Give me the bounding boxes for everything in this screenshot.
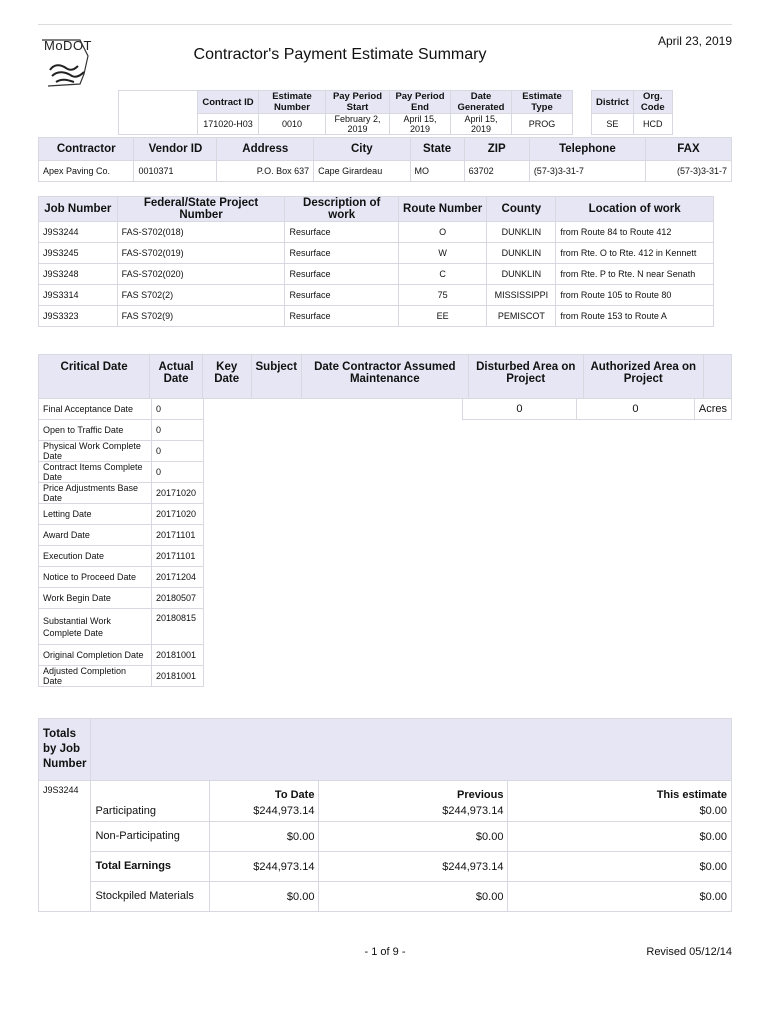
state-outline-icon <box>40 34 100 90</box>
contract-header: Date Generated <box>451 91 512 114</box>
estimate-number: 0010 <box>259 114 326 135</box>
location: from Route 105 to Route 80 <box>556 285 714 306</box>
critical-date-label: Award Date <box>39 525 152 546</box>
critical-date-label: Execution Date <box>39 546 152 567</box>
table-row <box>39 645 204 666</box>
table-row <box>39 546 204 567</box>
route-number: 75 <box>398 285 487 306</box>
vendor-id-header: Vendor ID <box>134 138 217 161</box>
estimate-type: PROG <box>512 114 573 135</box>
jobs-table <box>38 196 714 327</box>
state-header: State <box>410 138 464 161</box>
totals-table <box>38 718 732 912</box>
actual-date: 20171101 <box>152 525 204 546</box>
county: DUNKLIN <box>487 243 556 264</box>
location: from Route 84 to Route 412 <box>556 222 714 243</box>
critical-date-label: Physical Work Complete Date <box>39 441 152 462</box>
description: Resurface <box>285 222 398 243</box>
org-code: HCD <box>633 114 672 135</box>
critical-date-label: Notice to Proceed Date <box>39 567 152 588</box>
table-row <box>39 525 204 546</box>
table-row <box>39 609 204 645</box>
previous-value: $244,973.14 <box>319 852 508 882</box>
table-row <box>39 852 732 882</box>
pay-period-end: April 15, 2019 <box>390 114 451 135</box>
contract-header: Estimate Type <box>512 91 573 114</box>
actual-date: 20171020 <box>152 483 204 504</box>
table-row <box>39 399 204 420</box>
contract-id: 171020-H03 <box>198 114 259 135</box>
route-number: O <box>398 222 487 243</box>
fax: (57-3)3-31-7 <box>645 161 731 182</box>
actual-date-header: Actual Date <box>150 355 203 399</box>
address: P.O. Box 637 <box>217 161 314 182</box>
table-row <box>39 588 204 609</box>
zip-header: ZIP <box>464 138 529 161</box>
actual-date: 20180507 <box>152 588 204 609</box>
org-code-header: Org. Code <box>633 91 672 114</box>
logo-text: MoDOT <box>44 38 92 53</box>
to-date-value: $244,973.14 <box>210 852 319 882</box>
critical-date-label: Final Acceptance Date <box>39 399 152 420</box>
route-number: EE <box>398 306 487 327</box>
this-estimate-value: $0.00 <box>508 882 732 912</box>
critical-date-label: Letting Date <box>39 504 152 525</box>
telephone-header: Telephone <box>529 138 645 161</box>
contract-header: Pay Period End <box>390 91 451 114</box>
county: PEMISCOT <box>487 306 556 327</box>
critical-dates-table <box>38 398 204 687</box>
telephone: (57-3)3-31-7 <box>529 161 645 182</box>
project-number: FAS-S702(018) <box>117 222 285 243</box>
table-row <box>39 462 204 483</box>
job-number: J9S3323 <box>39 306 118 327</box>
county: DUNKLIN <box>487 264 556 285</box>
table-row <box>39 822 732 852</box>
location: from Rte. P to Rte. N near Senath <box>556 264 714 285</box>
project-number: FAS-S702(019) <box>117 243 285 264</box>
table-row <box>39 306 714 327</box>
description-header: Description of work <box>285 197 398 222</box>
modot-logo <box>40 34 100 90</box>
this-estimate-value: $0.00 <box>508 822 732 852</box>
totals-row-label: Non-Participating <box>91 822 210 852</box>
table-row <box>39 801 732 822</box>
date-generated: April 15, 2019 <box>451 114 512 135</box>
table-row <box>39 264 714 285</box>
job-number: J9S3244 <box>39 222 118 243</box>
district: SE <box>592 114 634 135</box>
pay-period-start: February 2, 2019 <box>326 114 390 135</box>
city: Cape Girardeau <box>314 161 410 182</box>
previous-value: $0.00 <box>319 822 508 852</box>
fax-header: FAX <box>645 138 731 161</box>
critical-date-label: Contract Items Complete Date <box>39 462 152 483</box>
this-estimate-header: This estimate <box>508 781 732 802</box>
district-header: District <box>592 91 634 114</box>
location-header: Location of work <box>556 197 714 222</box>
authorized-area-header: Authorized Area on Project <box>583 355 703 399</box>
contract-header: Estimate Number <box>259 91 326 114</box>
critical-date-label: Open to Traffic Date <box>39 420 152 441</box>
description: Resurface <box>285 264 398 285</box>
actual-date: 20180815 <box>152 609 204 645</box>
key-date-header: Key Date <box>202 355 251 399</box>
this-estimate-value: $0.00 <box>508 801 732 822</box>
critical-date-header: Critical Date <box>39 355 150 399</box>
area-table <box>462 398 732 420</box>
table-row <box>39 504 204 525</box>
project-number-header: Federal/State Project Number <box>117 197 285 222</box>
table-row <box>39 441 204 462</box>
critical-header-table <box>38 354 732 399</box>
page-number: - 1 of 9 - <box>364 946 406 958</box>
totals-job-number: J9S3244 <box>39 781 91 912</box>
to-date-value: $244,973.14 <box>210 801 319 822</box>
table-row <box>39 285 714 306</box>
route-header: Route Number <box>398 197 487 222</box>
contract-info-table <box>118 90 673 135</box>
authorized-area: 0 <box>576 399 694 420</box>
totals-row-label: Stockpiled Materials <box>91 882 210 912</box>
project-number: FAS S702(9) <box>117 306 285 327</box>
contractor-name: Apex Paving Co. <box>39 161 134 182</box>
county-header: County <box>487 197 556 222</box>
actual-date: 20171020 <box>152 504 204 525</box>
job-number: J9S3245 <box>39 243 118 264</box>
job-number: J9S3314 <box>39 285 118 306</box>
contract-header: Pay Period Start <box>326 91 390 114</box>
table-row <box>39 222 714 243</box>
to-date-header: To Date <box>210 781 319 802</box>
table-row <box>39 243 714 264</box>
job-number-header: Job Number <box>39 197 118 222</box>
zip: 63702 <box>464 161 529 182</box>
area-unit: Acres <box>694 399 731 420</box>
table-row <box>39 567 204 588</box>
maintenance-header: Date Contractor Assumed Maintenance <box>302 355 468 399</box>
subject-header: Subject <box>251 355 302 399</box>
critical-date-label: Original Completion Date <box>39 645 152 666</box>
county: MISSISSIPPI <box>487 285 556 306</box>
table-row <box>39 483 204 504</box>
critical-date-label: Adjusted Completion Date <box>39 666 152 687</box>
previous-header: Previous <box>319 781 508 802</box>
actual-date: 20181001 <box>152 666 204 687</box>
critical-date-label: Work Begin Date <box>39 588 152 609</box>
description: Resurface <box>285 306 398 327</box>
county: DUNKLIN <box>487 222 556 243</box>
description: Resurface <box>285 243 398 264</box>
actual-date: 20171204 <box>152 567 204 588</box>
previous-value: $0.00 <box>319 882 508 912</box>
route-number: W <box>398 243 487 264</box>
top-divider <box>38 24 732 25</box>
disturbed-area-header: Disturbed Area on Project <box>468 355 583 399</box>
city-header: City <box>314 138 410 161</box>
to-date-value: $0.00 <box>210 882 319 912</box>
contractor-table <box>38 137 732 182</box>
to-date-value: $0.00 <box>210 822 319 852</box>
contract-header: Contract ID <box>198 91 259 114</box>
disturbed-area: 0 <box>463 399 577 420</box>
location: from Route 153 to Route A <box>556 306 714 327</box>
vendor-id: 0010371 <box>134 161 217 182</box>
actual-date: 0 <box>152 399 204 420</box>
this-estimate-value: $0.00 <box>508 852 732 882</box>
actual-date: 0 <box>152 420 204 441</box>
project-number: FAS S702(2) <box>117 285 285 306</box>
totals-header: Totals by Job Number <box>39 719 91 781</box>
actual-date: 0 <box>152 462 204 483</box>
page-title: Contractor's Payment Estimate Summary <box>193 46 487 63</box>
totals-row-label: Participating <box>91 801 210 822</box>
table-row <box>39 882 732 912</box>
revised-date: Revised 05/12/14 <box>646 946 732 958</box>
critical-date-label: Substantial Work Complete Date <box>39 609 152 645</box>
project-number: FAS-S702(020) <box>117 264 285 285</box>
report-date: April 23, 2019 <box>657 34 732 48</box>
actual-date: 20181001 <box>152 645 204 666</box>
table-row <box>39 420 204 441</box>
totals-row-label: Total Earnings <box>91 852 210 882</box>
previous-value: $244,973.14 <box>319 801 508 822</box>
job-number: J9S3248 <box>39 264 118 285</box>
contractor-header: Contractor <box>39 138 134 161</box>
critical-date-label: Price Adjustments Base Date <box>39 483 152 504</box>
route-number: C <box>398 264 487 285</box>
table-row <box>39 666 204 687</box>
actual-date: 20171101 <box>152 546 204 567</box>
actual-date: 0 <box>152 441 204 462</box>
address-header: Address <box>217 138 314 161</box>
location: from Rte. O to Rte. 412 in Kennett <box>556 243 714 264</box>
state: MO <box>410 161 464 182</box>
description: Resurface <box>285 285 398 306</box>
